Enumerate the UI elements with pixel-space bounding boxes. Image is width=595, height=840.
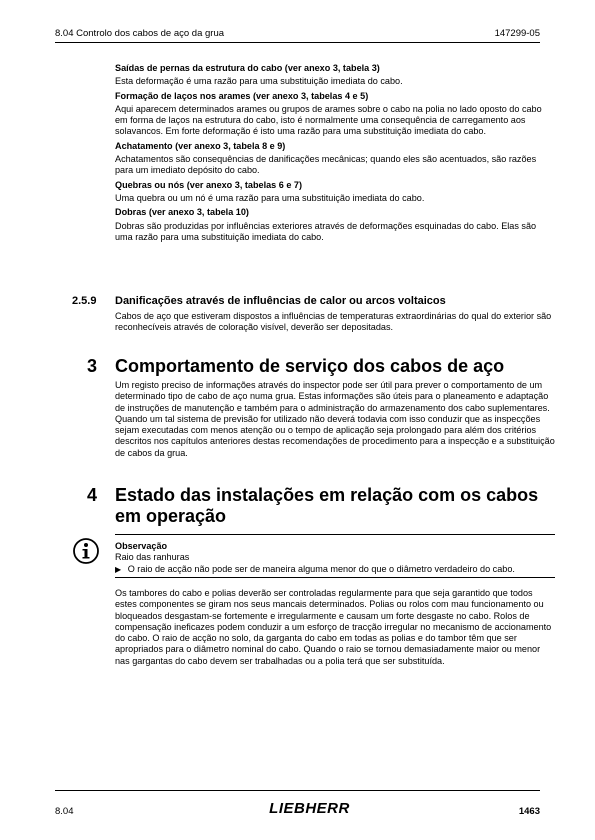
- note-top-rule: [115, 534, 555, 535]
- defect-list: [115, 63, 555, 246]
- defect-heading: Formação de laços nos arames (ver anexo 3, tabelas 4 e 5): [115, 90, 369, 101]
- note-subtitle: Raio das ranhuras: [115, 552, 190, 563]
- defect-text: Uma quebra ou um nó é uma razão para uma substituição imediata do cabo.: [115, 192, 425, 203]
- liebherr-logo: [262, 799, 357, 817]
- defect-heading: Quebras ou nós (ver anexo 3, tabelas 6 e 7): [115, 179, 302, 190]
- note-bullet: [115, 564, 555, 575]
- footer-section: 8.04: [55, 806, 74, 817]
- defect-text: Dobras são produzidas por influências exteriores através de deformações esquinadas do cabo. Elas são uma razão para uma substituição imediata do cabo.: [115, 220, 537, 242]
- chapter-number: 4: [87, 485, 98, 505]
- note-box: [115, 541, 555, 575]
- triangle-bullet-icon: ▶: [115, 564, 122, 574]
- running-header: 8.04 Controlo dos cabos de aço da grua: [55, 28, 225, 39]
- info-icon: [72, 537, 100, 565]
- note-bullet-text: O raio de acção não pode ser de maneira alguma menor do que o diâmetro verdadeiro do cabo.: [127, 563, 515, 574]
- page-number: 1463: [518, 806, 540, 817]
- defect-heading: Achatamento (ver anexo 3, tabela 8 e 9): [115, 140, 286, 151]
- chapter-text: Um registo preciso de informações através do inspector pode ser útil para prever o comportamento de um determinado tipo de cabo de aço numa grua. Estas informações são úteis para o planeamento e adaptação de instruções de manutenção e também para o administração do armazenamento dos cabo suplementares. Quando um tal sistema de previsão for utilizado não deverá todavia com isso conduzir que as inspecções sejam executadas com menos atenção ou o tempo de aplicação seja prolongado para além dos critérios descritos nos capítulos anteriores destas recomendações de procedimento para a inspecção e a substituição de cabos da grua.: [115, 380, 555, 458]
- section-number: 2.5.9: [72, 295, 97, 307]
- defect-text: Esta deformação é uma razão para uma substituição imediata do cabo.: [115, 76, 403, 87]
- defect-text: Aqui aparecem determinados arames ou grupos de arames sobre o cabo na polia no lado oposto do cabo em forma de laços na estrutura do cabo, isto é normalmente uma consequência de carregamento aos solavancos. Em forte deformação é isto uma razão para uma substituição imediata do cabo.: [115, 103, 542, 137]
- note-title: Observação: [115, 541, 168, 551]
- document-number: 147299-05: [494, 28, 540, 39]
- defect-heading: Dobras (ver anexo 3, tabela 10): [115, 207, 249, 218]
- chapter-title: Comportamento de serviço dos cabos de aço: [115, 356, 505, 376]
- logo-text: LIEBHERR: [269, 800, 350, 817]
- header-rule: [55, 42, 540, 43]
- defect-text: Achatamentos são consequências de danificações mecânicas; quando eles são acentuados, são razões para um imediato depósito do cabo.: [115, 154, 537, 176]
- chapter-title: Estado das instalações em relação com os cabos em operação: [115, 485, 539, 526]
- chapter-text: Os tambores do cabo e polias deverão ser controladas regularmente para que seja garantido que todos estes componentes se giram nos seus mancais determinados. Polias ou rolos com mau funcionamento ou bloqueados desgastam-se fortemente e irregularmente e causam um forte desgaste no cabo. Rolos de compensação ineficazes podem conduzir a um esforço de tracção irregular no mecanismo de accionamento do cabo. O raio de acção no solo, da garganta do cabo em todas as polias e do tambor têm que ser apropriados para o diâmetro nominal do cabo. Quando o raio se tornou demasiadamente maior ou menor nas gargantas do cabo devem ser trabalhadas ou a polia terá que ser substituída.: [115, 588, 552, 666]
- section-text: Cabos de aço que estiveram dispostos a influências de temperaturas extraordinárias do qual do exterior são reconhecíveis através de coloração visível, deverão ser depositadas.: [115, 311, 552, 333]
- defect-heading: Saídas de pernas da estrutura do cabo (ver anexo 3, tabela 3): [115, 63, 380, 73]
- note-bottom-rule: [115, 577, 555, 578]
- section-title: Danificações através de influências de calor ou arcos voltaicos: [115, 295, 446, 307]
- chapter-number: 3: [87, 356, 98, 376]
- footer-rule: [55, 790, 540, 791]
